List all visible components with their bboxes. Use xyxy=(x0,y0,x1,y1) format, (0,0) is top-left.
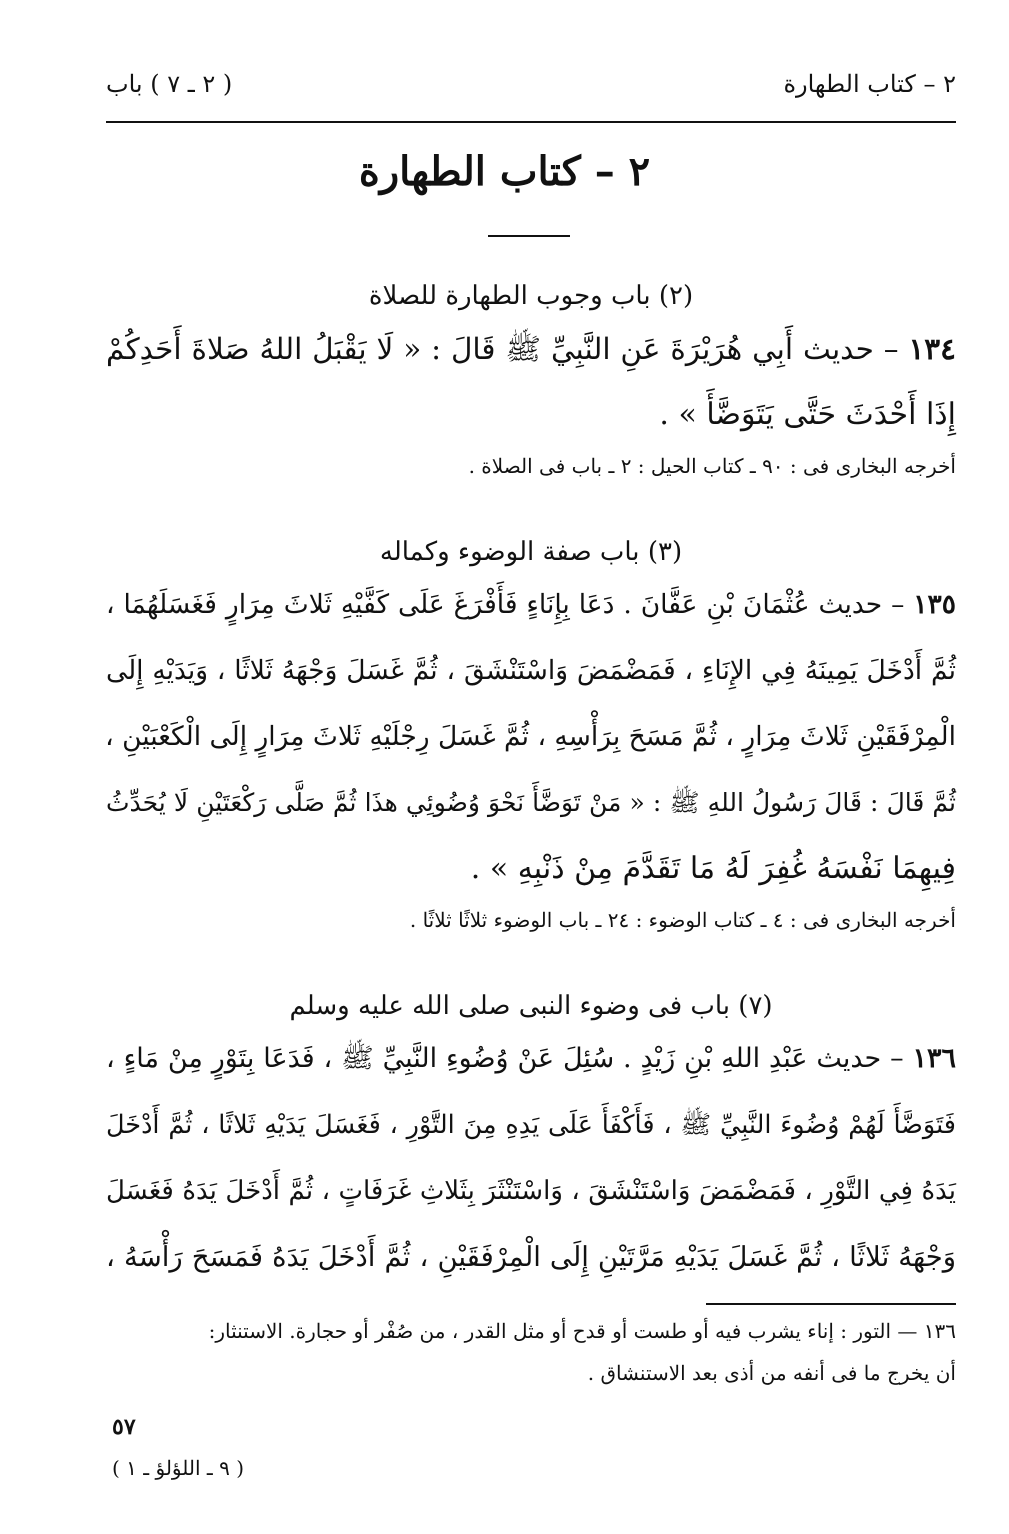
hadith-line: الْمِرْفَقَيْنِ ثَلاثَ مِرَارٍ ، ثُمَّ مَسَحَ بِرَأْسِهِ ، ثُمَّ غَسَلَ رِجْلَيْهِ ثَلاثَ مِرَارٍ إِلَى الْكَعْبَيْنِ ، xyxy=(105,721,956,752)
header-chapter: ٢ – كتاب الطهارة xyxy=(783,70,956,98)
hadith-line: ثُمَّ أَدْخَلَ يَمِينَهُ فِي الإِنَاءِ ، فَمَضْمَضَ وَاسْتَنْشَقَ ، ثُمَّ غَسَلَ وَجْهَهُ ثَلاثًا ، وَيَدَيْهِ إِلَى xyxy=(106,655,956,686)
section-title: (٧) باب فى وضوء النبى صلى الله عليه وسلم xyxy=(289,991,773,1021)
hadith-reference: أخرجه البخارى فى : ٩٠ ـ كتاب الحيل : ٢ ـ باب فى الصلاة . xyxy=(468,454,956,478)
title-divider xyxy=(488,235,570,237)
section-3 xyxy=(106,532,956,938)
footnote-rule xyxy=(706,1303,956,1305)
header-rule xyxy=(106,121,956,123)
hadith-line xyxy=(106,1026,956,1092)
hadith-text: – حديث عَبْدِ اللهِ بْنِ زَيْدٍ . سُئِلَ عَنْ وُضُوءِ النَّبِيِّ ﷺ ، فَدَعَا بِتَوْرٍ مِنْ مَاءٍ ، xyxy=(106,1043,904,1074)
hadith-line: ثُمَّ قَالَ : قَالَ رَسُولُ اللهِ ﷺ : « مَنْ تَوَضَّأَ نَحْوَ وُضُوئِي هذَا ثُمَّ صَلَّى رَكْعَتَيْنِ لَا يُحَدِّثُ xyxy=(106,788,956,817)
hadith-line: وَجْهَهُ ثَلاثًا ، ثُمَّ غَسَلَ يَدَيْهِ مَرَّتَيْنِ إِلَى الْمِرْفَقَيْنِ ، ثُمَّ أَدْخَلَ يَدَهُ فَمَسَحَ رَأْسَهُ ، xyxy=(106,1241,956,1273)
running-header xyxy=(106,70,956,98)
footnote xyxy=(106,1310,956,1394)
hadith-reference: أخرجه البخارى فى : ٤ ـ كتاب الوضوء : ٢٤ ـ باب الوضوء ثلاثًا ثلاثًا . xyxy=(409,908,956,932)
chapter-title: ٢ – كتاب الطهارة xyxy=(358,148,651,195)
hadith-number: ١٣٦ xyxy=(912,1043,956,1074)
hadith-line: فَتَوَضَّأَ لَهُمْ وُضُوءَ النَّبِيِّ ﷺ ، فَأَكْفَأَ عَلَى يَدِهِ مِنَ التَّوْرِ ، فَغَسَلَ يَدَيْهِ ثَلاثًا ، ثُمَّ أَدْخَلَ xyxy=(106,1110,956,1140)
header-section-range: ( ٢ ـ ٧ ) باب xyxy=(106,70,233,98)
footnote-line: أن يخرج ما فى أنفه من أذى بعد الاستنشاق . xyxy=(587,1361,956,1385)
section-title: (٣) باب صفة الوضوء وكماله xyxy=(379,537,683,567)
section-title: (٢) باب وجوب الطهارة للصلاة xyxy=(368,281,694,311)
hadith-number: ١٣٤ xyxy=(908,331,956,366)
hadith-line: إِذَا أَحْدَثَ حَتَّى يَتَوَضَّأَ » . xyxy=(659,397,956,432)
hadith-line xyxy=(106,316,956,382)
printer-signature: ( ٩ ـ اللؤلؤ ـ ١ ) xyxy=(112,1456,245,1480)
hadith-text: – حديث عُثْمَانَ بْنِ عَفَّانَ . دَعَا بِإِنَاءٍ فَأَفْرَغَ عَلَى كَفَّيْهِ ثَلاثَ مِرَارٍ فَغَسَلَهُمَا ، xyxy=(106,589,905,620)
footnote-line: ١٣٦ — التور : إناء يشرب فيه أو طست أو قدح أو مثل القدر ، من صُفْر أو حجارة. الاستنثار: xyxy=(208,1319,956,1343)
hadith-number: ١٣٥ xyxy=(913,589,956,620)
hadith-line: يَدَهُ فِي التَّوْرِ ، فَمَضْمَضَ وَاسْتَنْشَقَ ، وَاسْتَنْثَرَ بِثَلاثِ غَرَفَاتٍ ، ثُمَّ أَدْخَلَ يَدَهُ فَغَسَلَ xyxy=(106,1176,956,1206)
section-7 xyxy=(106,986,956,1290)
page-number: ٥٧ xyxy=(112,1414,136,1440)
hadith-text: – حديث أَبِي هُرَيْرَةَ عَنِ النَّبِيِّ ﷺ قَالَ : « لَا يَقْبَلُ اللهُ صَلاةَ أَحَدِكُمْ xyxy=(106,332,899,366)
hadith-line: فِيهِمَا نَفْسَهُ غُفِرَ لَهُ مَا تَقَدَّمَ مِنْ ذَنْبِهِ » . xyxy=(470,851,956,886)
hadith-line xyxy=(106,572,956,638)
section-2 xyxy=(106,276,956,484)
